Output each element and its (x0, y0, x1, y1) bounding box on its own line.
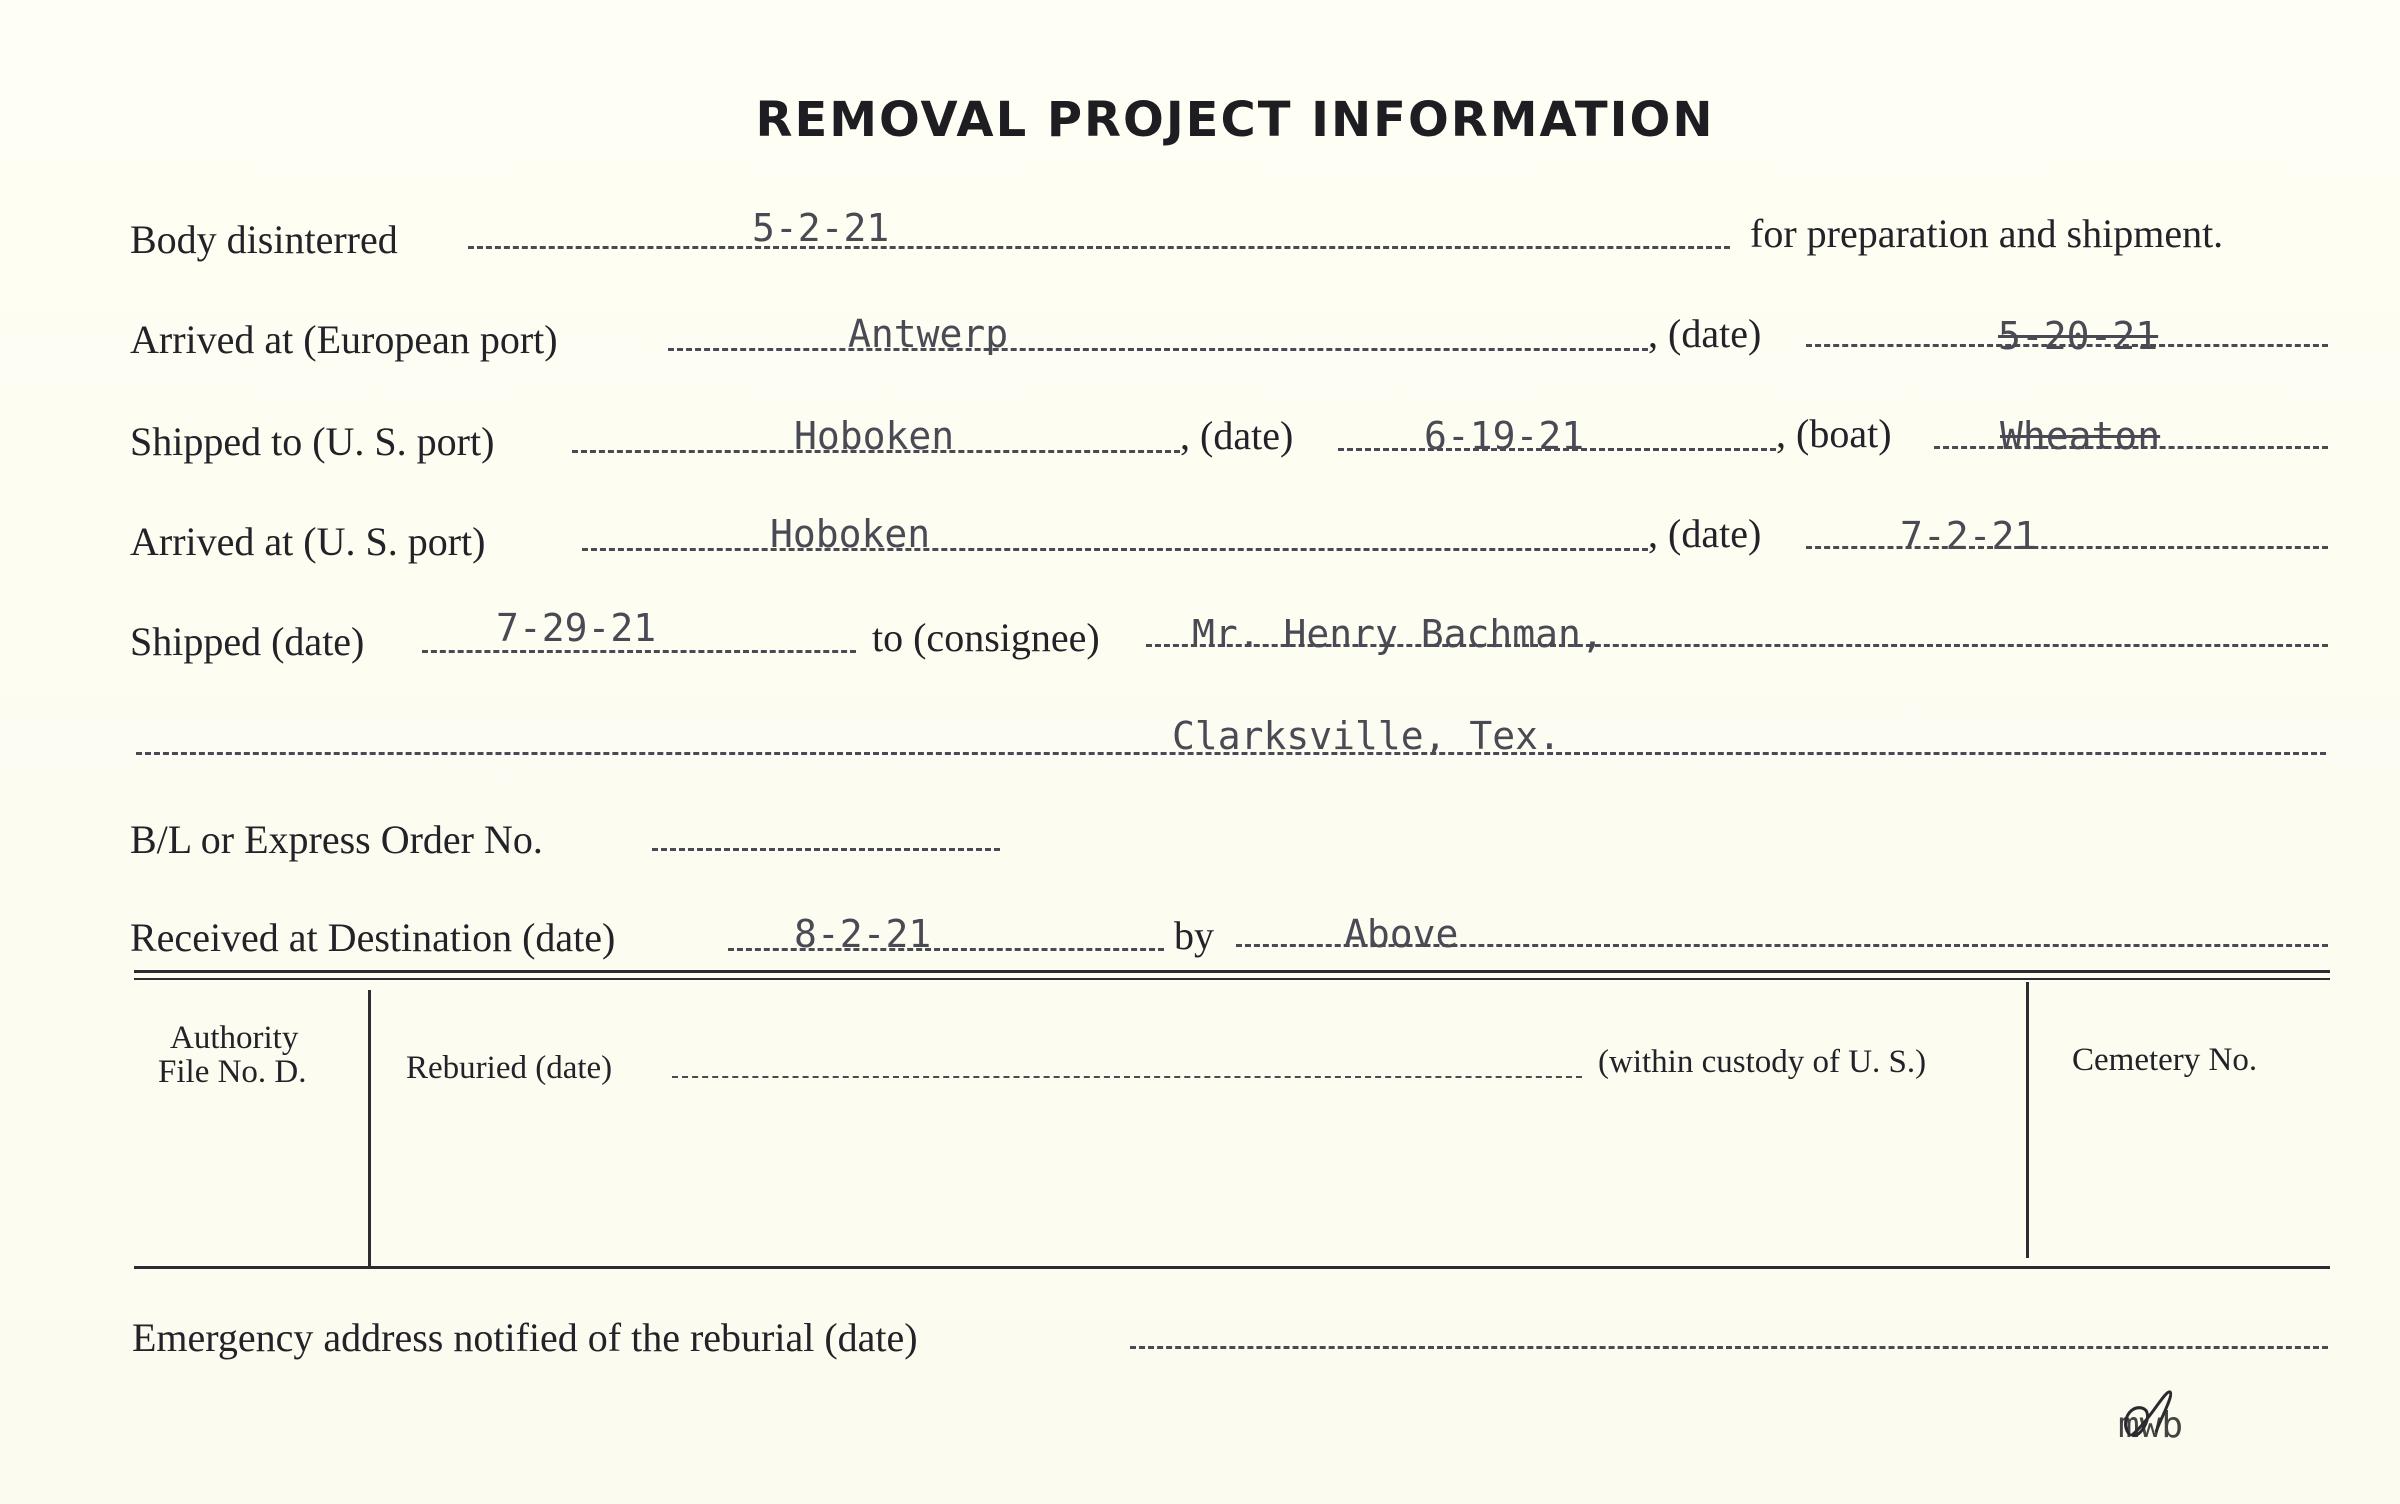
body-disinterred-suffix: for preparation and shipment. (1750, 211, 2224, 256)
reburied-suffix: (within custody of U. S.) (1598, 1044, 1927, 1080)
arrived-us-date-line (1806, 546, 2328, 549)
shipped-date: 7-29-21 (496, 606, 657, 650)
body-disinterred-label: Body disinterred (130, 217, 398, 262)
clerk-initials: mwb (2118, 1405, 2184, 1446)
consignee-name: Mr. Henry Bachman, (1192, 612, 1604, 656)
received-by: Above (1344, 912, 1459, 956)
card-title: REMOVAL PROJECT INFORMATION (755, 92, 1715, 148)
received-date: 8-2-21 (794, 912, 932, 956)
arrived-european-date: 5-20-21 (1998, 314, 2159, 358)
table-top-rule (134, 970, 2330, 973)
table-top-rule-2 (134, 978, 2330, 980)
reburied-label: Reburied (date) (406, 1050, 613, 1086)
body-disinterred-value: 5-2-21 (752, 206, 890, 250)
shipped-us-boat-label: , (boat) (1776, 411, 1892, 456)
body-disinterred-line (468, 246, 1730, 249)
arrived-european-port: Antwerp (848, 312, 1009, 356)
shipped-date-line (422, 650, 856, 653)
shipped-us-port: Hoboken (794, 414, 955, 458)
consignee-label: to (consignee) (872, 615, 1100, 660)
shipped-us-date-label: , (date) (1180, 413, 1294, 458)
arrived-european-label: Arrived at (European port) (130, 317, 558, 362)
shipped-us-boat: Wheaton (2000, 414, 2161, 458)
consignee-address: Clarksville, Tex. (1172, 714, 1561, 758)
arrived-european-date-label: , (date) (1648, 311, 1762, 356)
shipped-date-label: Shipped (date) (130, 619, 365, 664)
bl-order-line (652, 848, 1000, 851)
arrived-us-line (582, 548, 1648, 551)
bl-order-label: B/L or Express Order No. (130, 817, 543, 862)
initials-scribble-icon (2110, 1380, 2190, 1460)
shipped-us-label: Shipped to (U. S. port) (130, 419, 495, 464)
received-by-label: by (1174, 913, 1214, 958)
cemetery-label: Cemetery No. (2072, 1042, 2258, 1078)
arrived-us-port: Hoboken (770, 512, 931, 556)
authority-label-1: Authority (170, 1020, 299, 1056)
arrived-european-line (668, 348, 1648, 351)
arrived-us-label: Arrived at (U. S. port) (130, 519, 486, 564)
authority-label-2: File No. D. (158, 1054, 307, 1090)
table-divider-right (2026, 982, 2029, 1258)
emergency-line (1130, 1346, 2328, 1349)
arrived-us-date-label: , (date) (1648, 511, 1762, 556)
table-divider-left (368, 990, 371, 1266)
arrived-us-date: 7-2-21 (1900, 514, 2038, 558)
reburied-line (672, 1076, 1582, 1078)
table-bottom-rule (134, 1266, 2330, 1269)
received-label: Received at Destination (date) (130, 915, 616, 960)
shipped-us-date: 6-19-21 (1424, 414, 1585, 458)
emergency-label: Emergency address notified of the reburial (date) (132, 1315, 918, 1360)
